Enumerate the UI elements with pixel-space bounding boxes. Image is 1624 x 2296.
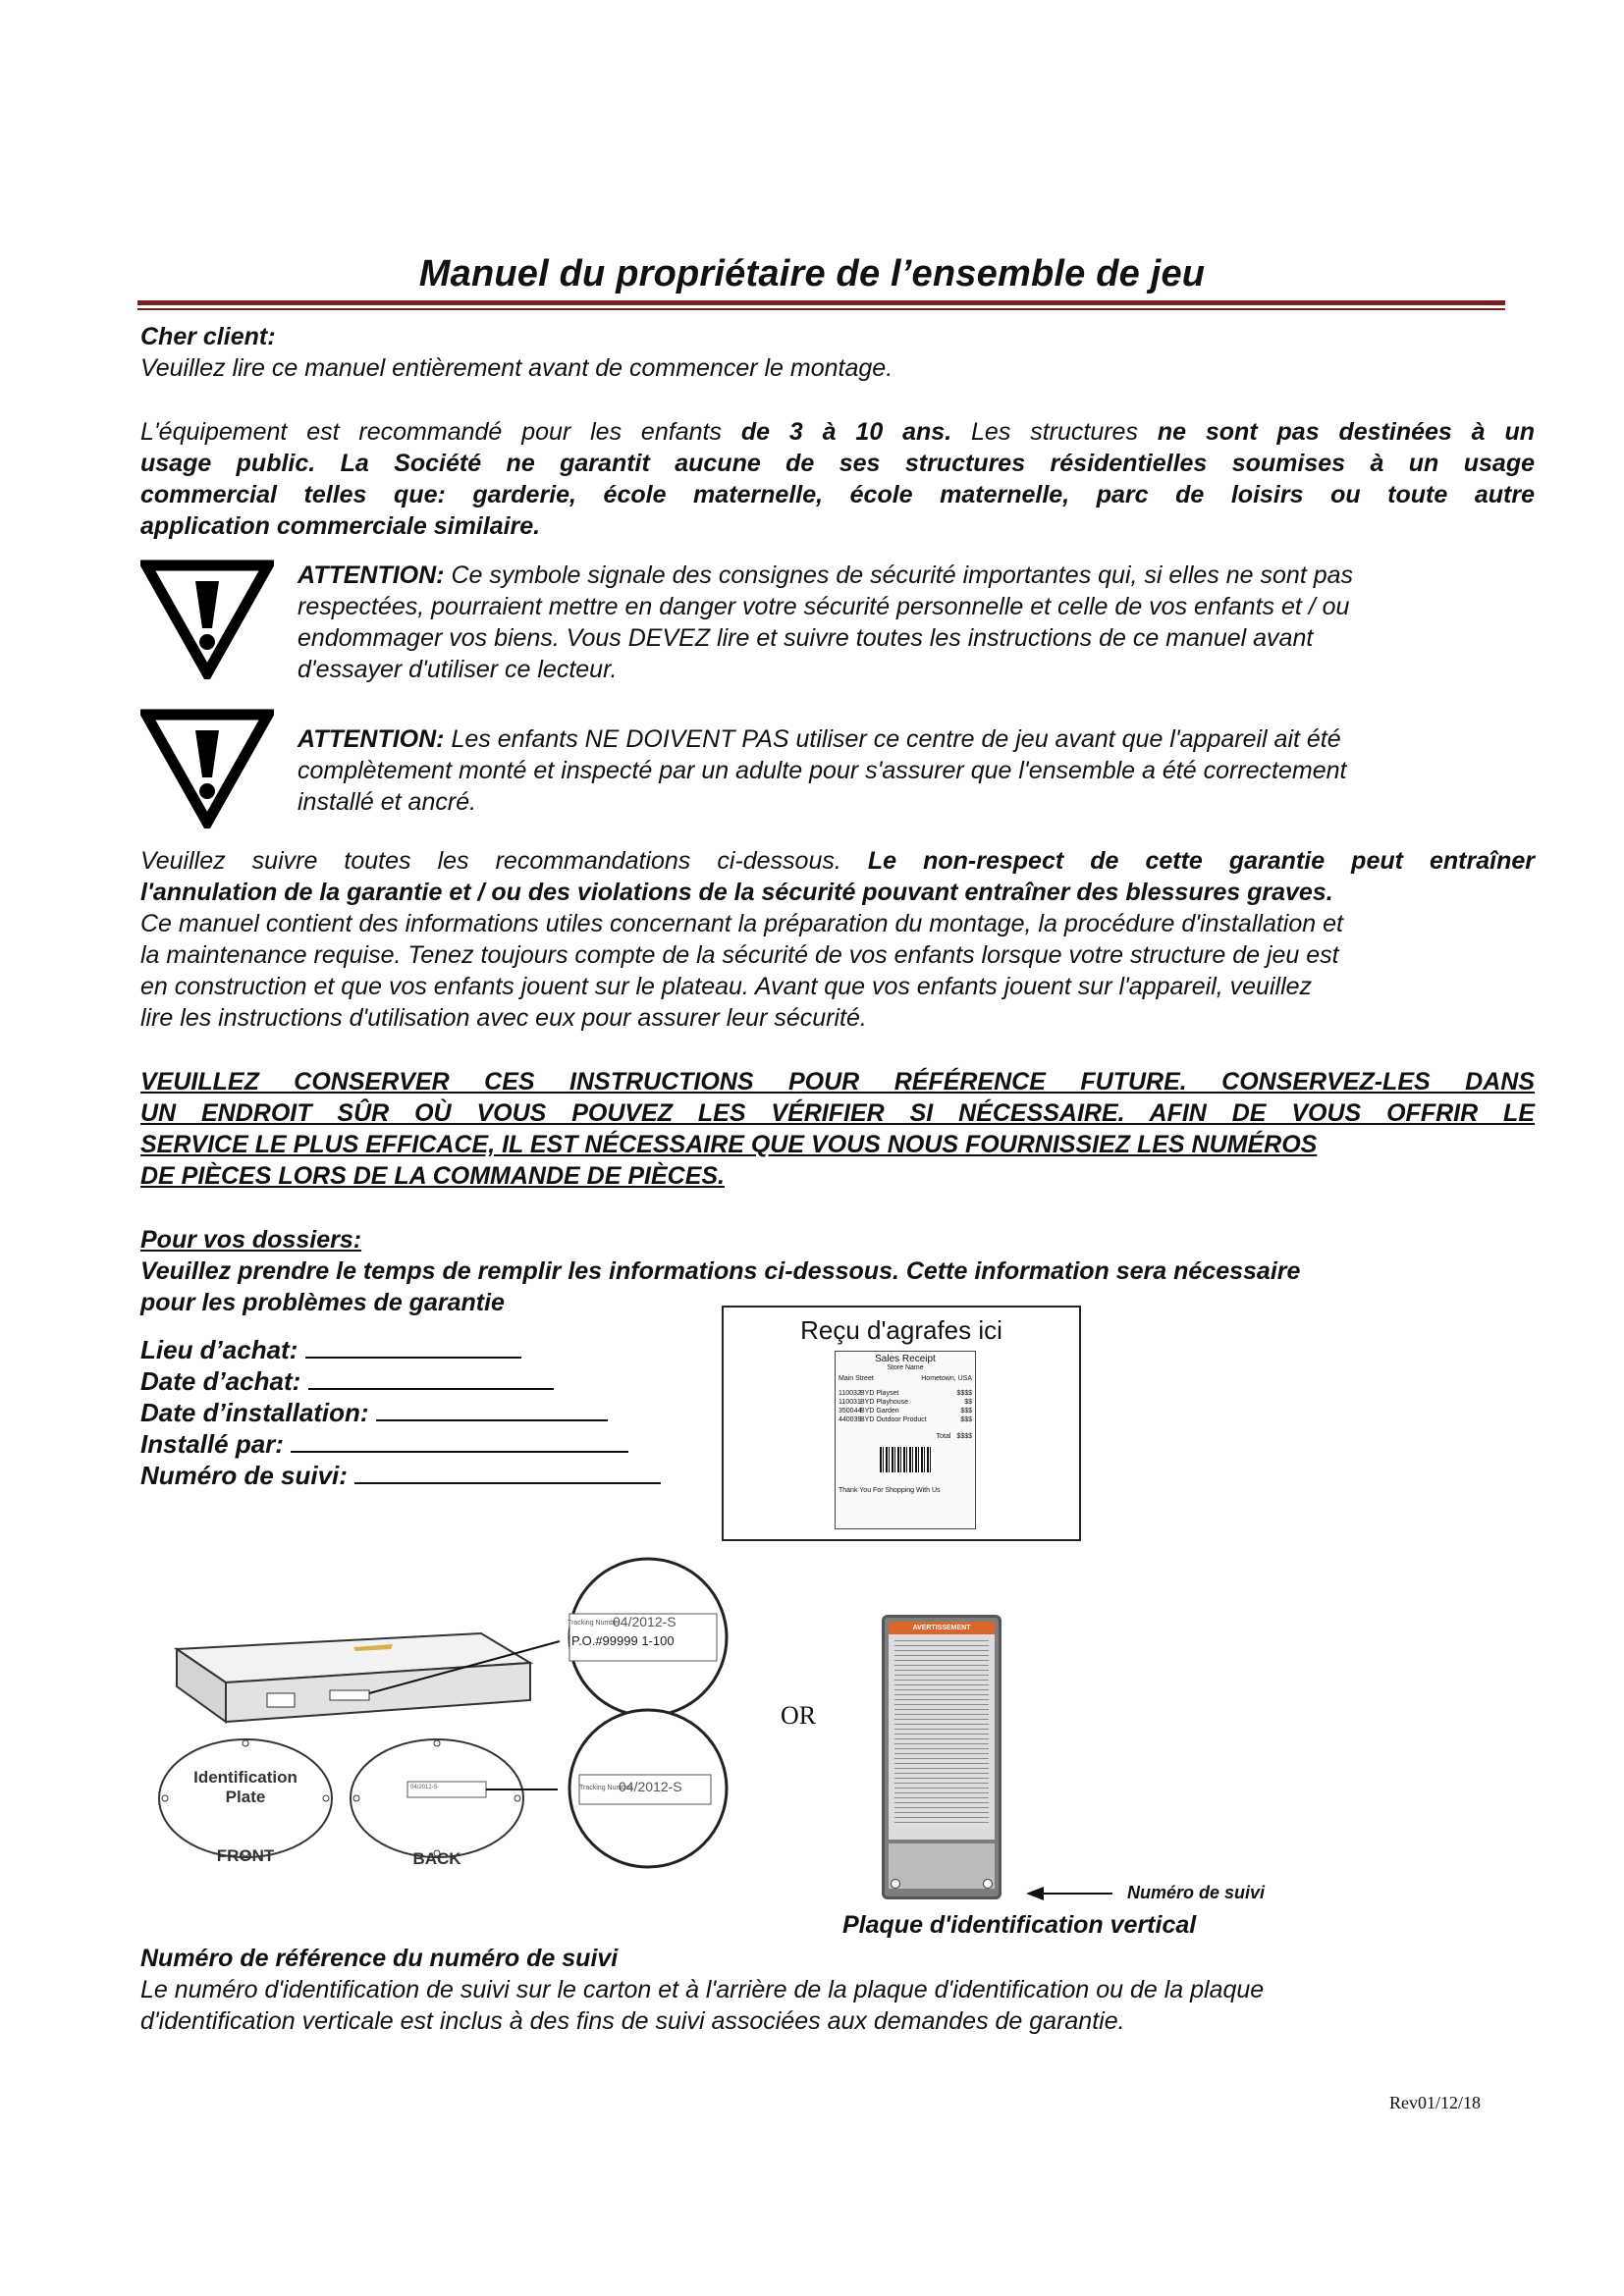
tracking-number-caption: Numéro de suivi (1127, 1883, 1266, 1902)
recommend-line-5: en construction et que vos enfants jouent sur le plateau. Avant que vos enfants jouent sur l'appareil, veuillez (140, 973, 1313, 1000)
recommend-line-4: la maintenance requise. Tenez toujours compte de la sécurité de vos enfants lorsque votre structure de jeu est (140, 941, 1339, 969)
warning-2: ATTENTION: Les enfants NE DOIVENT PAS utiliser ce centre de jeu avant que l'appareil ait été complètement monté et inspecté par un adulte pour s'assurer que l'ensemble a été correctement installé et ancré. (298, 725, 1347, 816)
receipt-item: 110031 BYD Playhouse $$ (839, 1399, 972, 1406)
keep-line-1: VEUILLEZ CONSERVER CES INSTRUCTIONS POUR RÉFÉRENCE FUTURE. CONSERVEZ-LES DANS (140, 1068, 1535, 1095)
receipt-thanks: Thank You For Shopping With Us (839, 1487, 941, 1494)
intro-line-4: application commerciale similaire. (140, 512, 541, 540)
reference-heading: Numéro de référence du numéro de suivi (140, 1945, 619, 1972)
keep-line-3: SERVICE LE PLUS EFFICACE, IL EST NÉCESSAIRE QUE VOUS NOUS FOURNISSIEZ LES NUMÉROS (140, 1131, 1318, 1158)
tracking-blank[interactable] (354, 1459, 661, 1484)
recommend-line-6: lire les instructions d'utilisation avec eux pour assurer leur sécurité. (140, 1004, 867, 1032)
receipt-box (722, 1306, 1081, 1541)
page-title: Manuel du propriétaire de l’ensemble de jeu (418, 253, 1206, 294)
screw-hole (983, 1879, 993, 1889)
warning-1-label: ATTENTION: (298, 561, 445, 589)
warning-1: ATTENTION: Ce symbole signale des consignes de sécurité importantes qui, si elles ne sont pas respectées, pourraient mettre en danger votre sécurité personnelle et celle de vos enfants et / ou endommager vos biens. Vous DEVEZ lire et suivre toutes les instructions de ce manuel avant d'essayer d'utiliser ce lecteur. (298, 561, 1354, 683)
receipt-caption: Reçu d'agrafes ici (800, 1315, 1002, 1345)
receipt-title: Sales Receipt (875, 1354, 936, 1364)
barcode-icon (880, 1447, 931, 1472)
form-row-install-by: Installé par: (140, 1427, 628, 1460)
greeting-line: Veuillez lire ce manuel entièrement avant de commencer le montage. (140, 354, 893, 382)
receipt-item: 110032 BYD Playset $$$$ (839, 1390, 972, 1397)
receipt-total: Total $$$$ (936, 1433, 972, 1440)
form-row-install-date: Date d’installation: (140, 1396, 608, 1428)
receipt-store: Store Name (887, 1364, 924, 1371)
keep-line-4: DE PIÈCES LORS DE LA COMMANDE DE PIÈCES. (140, 1162, 725, 1190)
records-line-1: Veuillez prendre le temps de remplir les informations ci-dessous. Cette information sera nécessaire (140, 1257, 1301, 1285)
lieu-blank[interactable] (305, 1333, 521, 1359)
form-row-date: Date d’achat: (140, 1364, 554, 1397)
receipt-item: 350044 BYD Garden $$$ (839, 1408, 972, 1415)
carton-illustration (177, 1633, 560, 1722)
intro-line-1: L'équipement est recommandé pour les enfants de 3 à 10 ans. Les structures ne sont pas destinées à un (140, 418, 1535, 446)
front-label: FRONT (216, 1846, 275, 1865)
form-row-lieu: Lieu d’achat: (140, 1333, 521, 1365)
po-number: P.O.#99999 1-100 (571, 1633, 675, 1648)
arrow-left-icon (1026, 1885, 1114, 1902)
tracking-value-top: 04/2012-S (613, 1614, 677, 1629)
intro-line-2: usage public. La Société ne garantit aucune de ses structures résidentielles soumises à un usage (140, 450, 1535, 477)
reference-line-2: d'identification verticale est inclus à des fins de suivi associées aux demandes de garantie. (140, 2007, 1125, 2035)
plate-footer (889, 1843, 995, 1889)
plate-label: Identification Plate (193, 1768, 298, 1806)
install-date-blank[interactable] (376, 1396, 608, 1421)
title-rule-thin (137, 308, 1505, 310)
tracking-value-bottom: 04/2012-S (619, 1779, 682, 1794)
intro-line-3: commercial telles que: garderie, école maternelle, école maternelle, parc de loisirs ou toute autre (140, 481, 1535, 508)
reference-line-1: Le numéro d'identification de suivi sur le carton et à l'arrière de la plaque d'identification ou de la plaque (140, 1976, 1265, 2003)
plate-back (351, 1739, 558, 1857)
back-plate-tracking-small: 04/2012-S (410, 1785, 438, 1790)
install-by-blank[interactable] (291, 1427, 628, 1453)
tracking-label-bottom-small: Tracking Number (579, 1785, 632, 1791)
warning-triangle-icon (140, 560, 274, 679)
records-heading: Pour vos dossiers: (140, 1226, 362, 1254)
form-row-tracking: Numéro de suivi: (140, 1459, 661, 1491)
receipt-paper (835, 1351, 976, 1529)
records-line-2: pour les problèmes de garantie (140, 1289, 505, 1316)
screw-hole (891, 1879, 900, 1889)
recommend-line-3: Ce manuel contient des informations utiles concernant la préparation du montage, la procédure d'installation et (140, 910, 1343, 937)
recommend-line-1: Veuillez suivre toutes les recommandations ci-dessous. Le non-respect de cette garantie peut entraîner (140, 847, 1535, 875)
back-label: BACK (412, 1849, 461, 1868)
vertical-plate-sticker (889, 1622, 995, 1840)
receipt-items (836, 1383, 975, 1441)
receipt-item: 440039 BYD Outdoor Product $$$ (839, 1416, 972, 1423)
receipt-address: Main Street Hometown, USA (839, 1375, 972, 1382)
warning-banner: AVERTISSEMENT (889, 1622, 995, 1634)
vertical-plate (882, 1615, 1001, 1899)
revision-label: Rev01/12/18 (1389, 2093, 1481, 2112)
keep-line-2: UN ENDROIT SÛR OÙ VOUS POUVEZ LES VÉRIFIER SI NÉCESSAIRE. AFIN DE VOUS OFFRIR LE (140, 1099, 1535, 1127)
tracking-label-top-small: Tracking Number (568, 1620, 621, 1627)
or-label: OR (781, 1701, 817, 1730)
recommend-line-2: l'annulation de la garantie et / ou des violations de la sécurité pouvant entraîner des blessures graves. (140, 879, 1333, 906)
title-rule-thick (137, 300, 1505, 305)
date-blank[interactable] (308, 1364, 554, 1390)
greeting-heading: Cher client: (140, 323, 276, 350)
warning-text-lines (894, 1640, 989, 1827)
warning-2-label: ATTENTION: (298, 725, 445, 753)
vertical-plate-caption: Plaque d'identification vertical (842, 1911, 1197, 1939)
carton-plate-diagram (147, 1553, 736, 1877)
warning-triangle-icon (140, 709, 274, 828)
